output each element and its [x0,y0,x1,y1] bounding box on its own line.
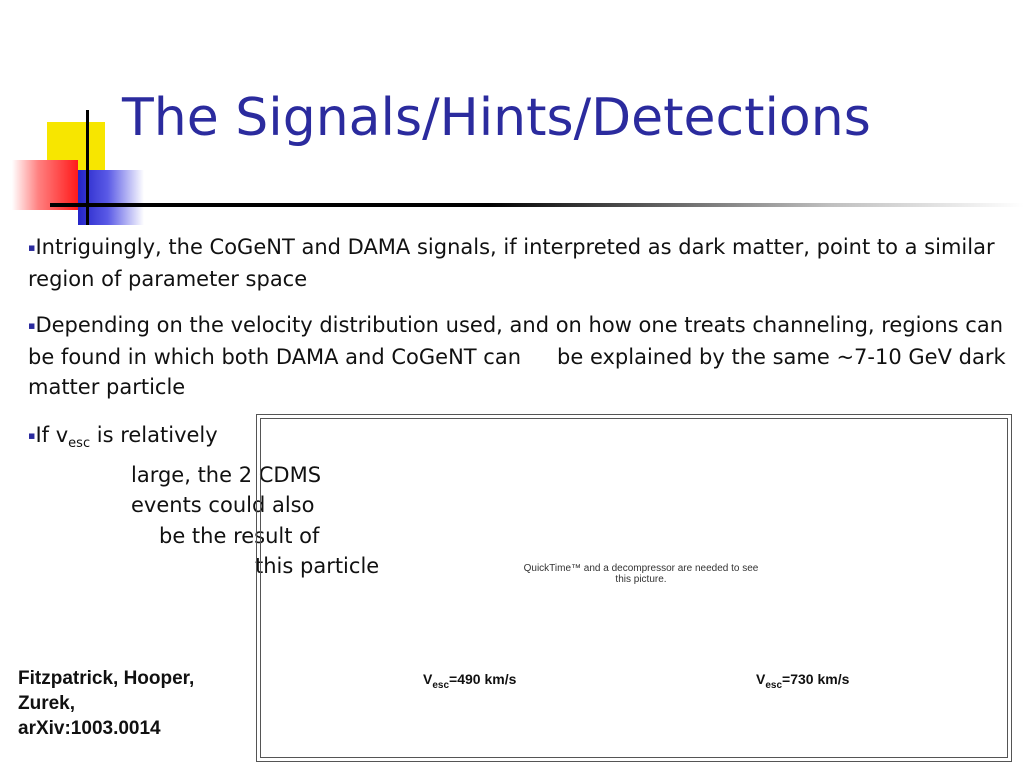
citation-line-1: Fitzpatrick, Hooper, [18,668,195,689]
bullet-3-line-1: large, the 2 CDMS [131,462,322,487]
citation-line-2: Zurek, [18,693,76,714]
slide-title: The Signals/Hints/Detections [122,88,871,148]
bullet-3-prefix: If v [35,423,69,447]
figure-label-right-suffix: =730 km/s [782,671,850,687]
bullet-marker-icon: ▪ [28,319,36,332]
figure-label-right-prefix: V [756,671,766,687]
figure-label-left-suffix: =490 km/s [449,671,517,687]
citation-line-3: arXiv:1003.0014 [18,718,161,739]
bullet-2 [28,310,1018,403]
bullet-3-suffix: is relatively [90,423,218,447]
figure-label-left-subscript: esc [432,679,450,691]
figure-label-right [756,671,849,691]
title-underline-rule [50,203,1024,207]
bullet-3-line-4: this particle [255,554,380,579]
figure-label-left-prefix: V [423,671,433,687]
bullet-2-text-b: be explained by the same ~7-10 GeV dark matter particle [28,344,1006,399]
bullet-3-line-2: events could also [131,493,315,518]
figure-frame [256,414,1012,762]
quicktime-placeholder-text: QuickTime™ and a decompressor are needed to see this picture. [523,563,759,585]
citation [18,666,248,741]
figure-label-right-subscript: esc [765,679,783,691]
bullet-3-subscript: esc [68,436,91,452]
bullet-3-line-3: be the result of [159,523,320,548]
figure-inner-frame [260,418,1008,758]
decor-vertical-line [86,110,89,225]
bullet-marker-icon: ▪ [28,241,36,254]
bullet-marker-icon: ▪ [28,429,36,442]
figure-label-left [423,671,516,691]
bullet-1-text: Intriguingly, the CoGeNT and DAMA signals, if interpreted as dark matter, point to a similar region of parameter space [28,235,995,291]
bullet-2-text-a: Depending on the velocity distribution used, and on how one treats channeling, regions can be found in which both DAMA and CoGeNT can [28,313,1004,369]
bullet-1 [28,232,1018,294]
